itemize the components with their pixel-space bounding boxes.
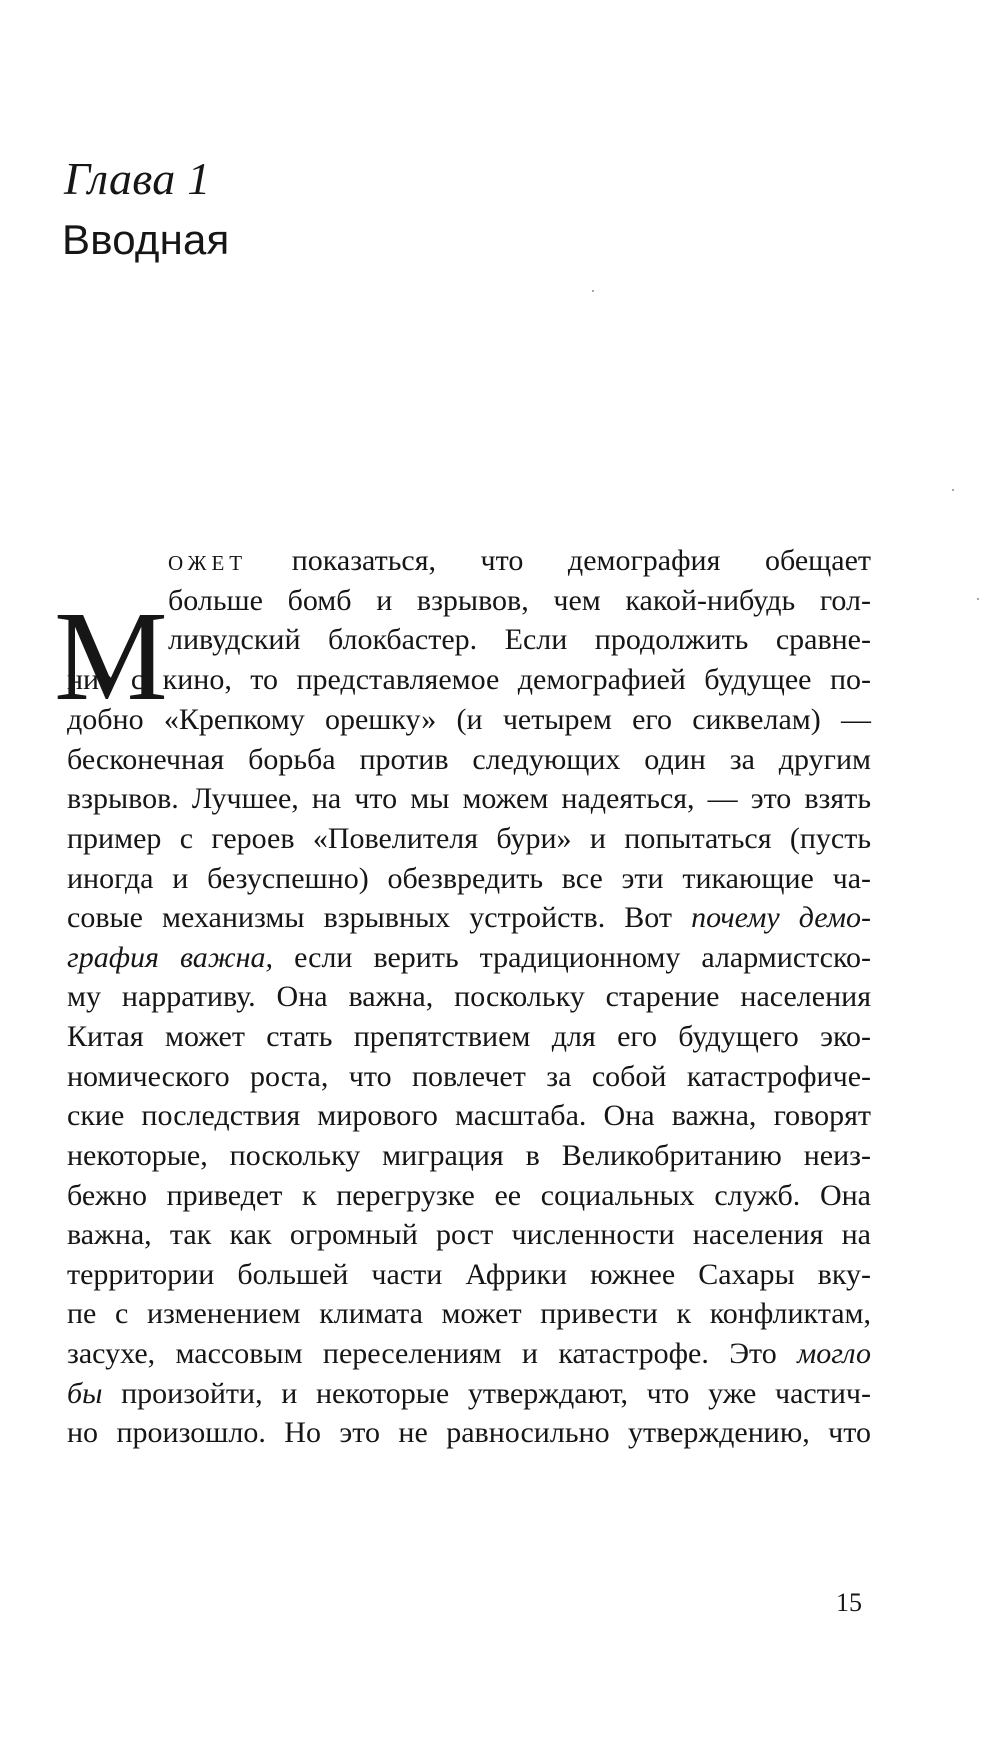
text-line: засухе, массовым переселениям и катастрофе. Это могло — [67, 1337, 871, 1370]
text-line: совые механизмы взрывных устройств. Вот почему демо- — [67, 901, 871, 934]
text-line: ские последствия мирового масштаба. Она важна, говорят — [67, 1099, 871, 1132]
text-line: добно «Крепкому орешку» (и четырем его сиквелам) — — [67, 703, 871, 736]
text-line: иногда и безуспешно) обезвредить все эти тикающие ча- — [67, 862, 871, 895]
text-line: бесконечная борьба против следующих один за другим — [67, 743, 871, 776]
italic-text: почему демо- — [691, 901, 871, 934]
text-line: пример с героев «Повелителя бури» и попытаться (пусть — [67, 822, 871, 855]
page-number: 15 — [836, 1588, 862, 1617]
chapter-number: Глава 1 — [64, 153, 211, 204]
text-line: Китая может стать препятствием для его будущего эко- — [67, 1020, 871, 1053]
italic-text: могло — [797, 1337, 871, 1370]
text-line: взрывов. Лучшее, на что мы можем надеяться, — это взять — [67, 782, 871, 815]
italic-text: бы — [67, 1377, 103, 1410]
chapter-title: Вводная — [62, 216, 230, 263]
text-line: бы произойти, и некоторые утверждают, что уже частич- — [67, 1377, 871, 1410]
text-line: ние с кино, то представляемое демографией будущее по- — [67, 663, 871, 696]
scan-speck — [592, 290, 594, 292]
text-line: некоторые, поскольку миграция в Великобританию неиз- — [67, 1139, 871, 1172]
scan-speck — [952, 489, 954, 491]
drop-cap: М — [54, 585, 168, 727]
scan-speck — [977, 598, 979, 600]
text-line: территории большей части Африки южнее Сахары вку- — [67, 1258, 871, 1291]
text-line: бежно приведет к перегрузке ее социальных служб. Она — [67, 1179, 871, 1212]
text-line: важна, так как огромный рост численности населения на — [67, 1218, 871, 1251]
text-line: больше бомб и взрывов, чем какой-нибудь гол- — [168, 584, 871, 617]
text-line: му нарративу. Она важна, поскольку старение населения — [67, 980, 871, 1013]
text-line: ОЖЕТ показаться, что демография обещает — [168, 544, 872, 577]
text-line: графия важна, если верить традиционному алармистско- — [67, 941, 871, 974]
text-line: пе с изменением климата может привести к конфликтам, — [67, 1297, 871, 1330]
italic-text: графия важна, — [67, 941, 274, 974]
small-caps-word: ОЖЕТ — [168, 551, 248, 575]
text-line: но произошло. Но это не равносильно утверждению, что — [67, 1416, 871, 1449]
text-line: ливудский блокбастер. Если продолжить сравне- — [168, 623, 871, 656]
text-line: номического роста, что повлечет за собой катастрофиче- — [67, 1060, 871, 1093]
